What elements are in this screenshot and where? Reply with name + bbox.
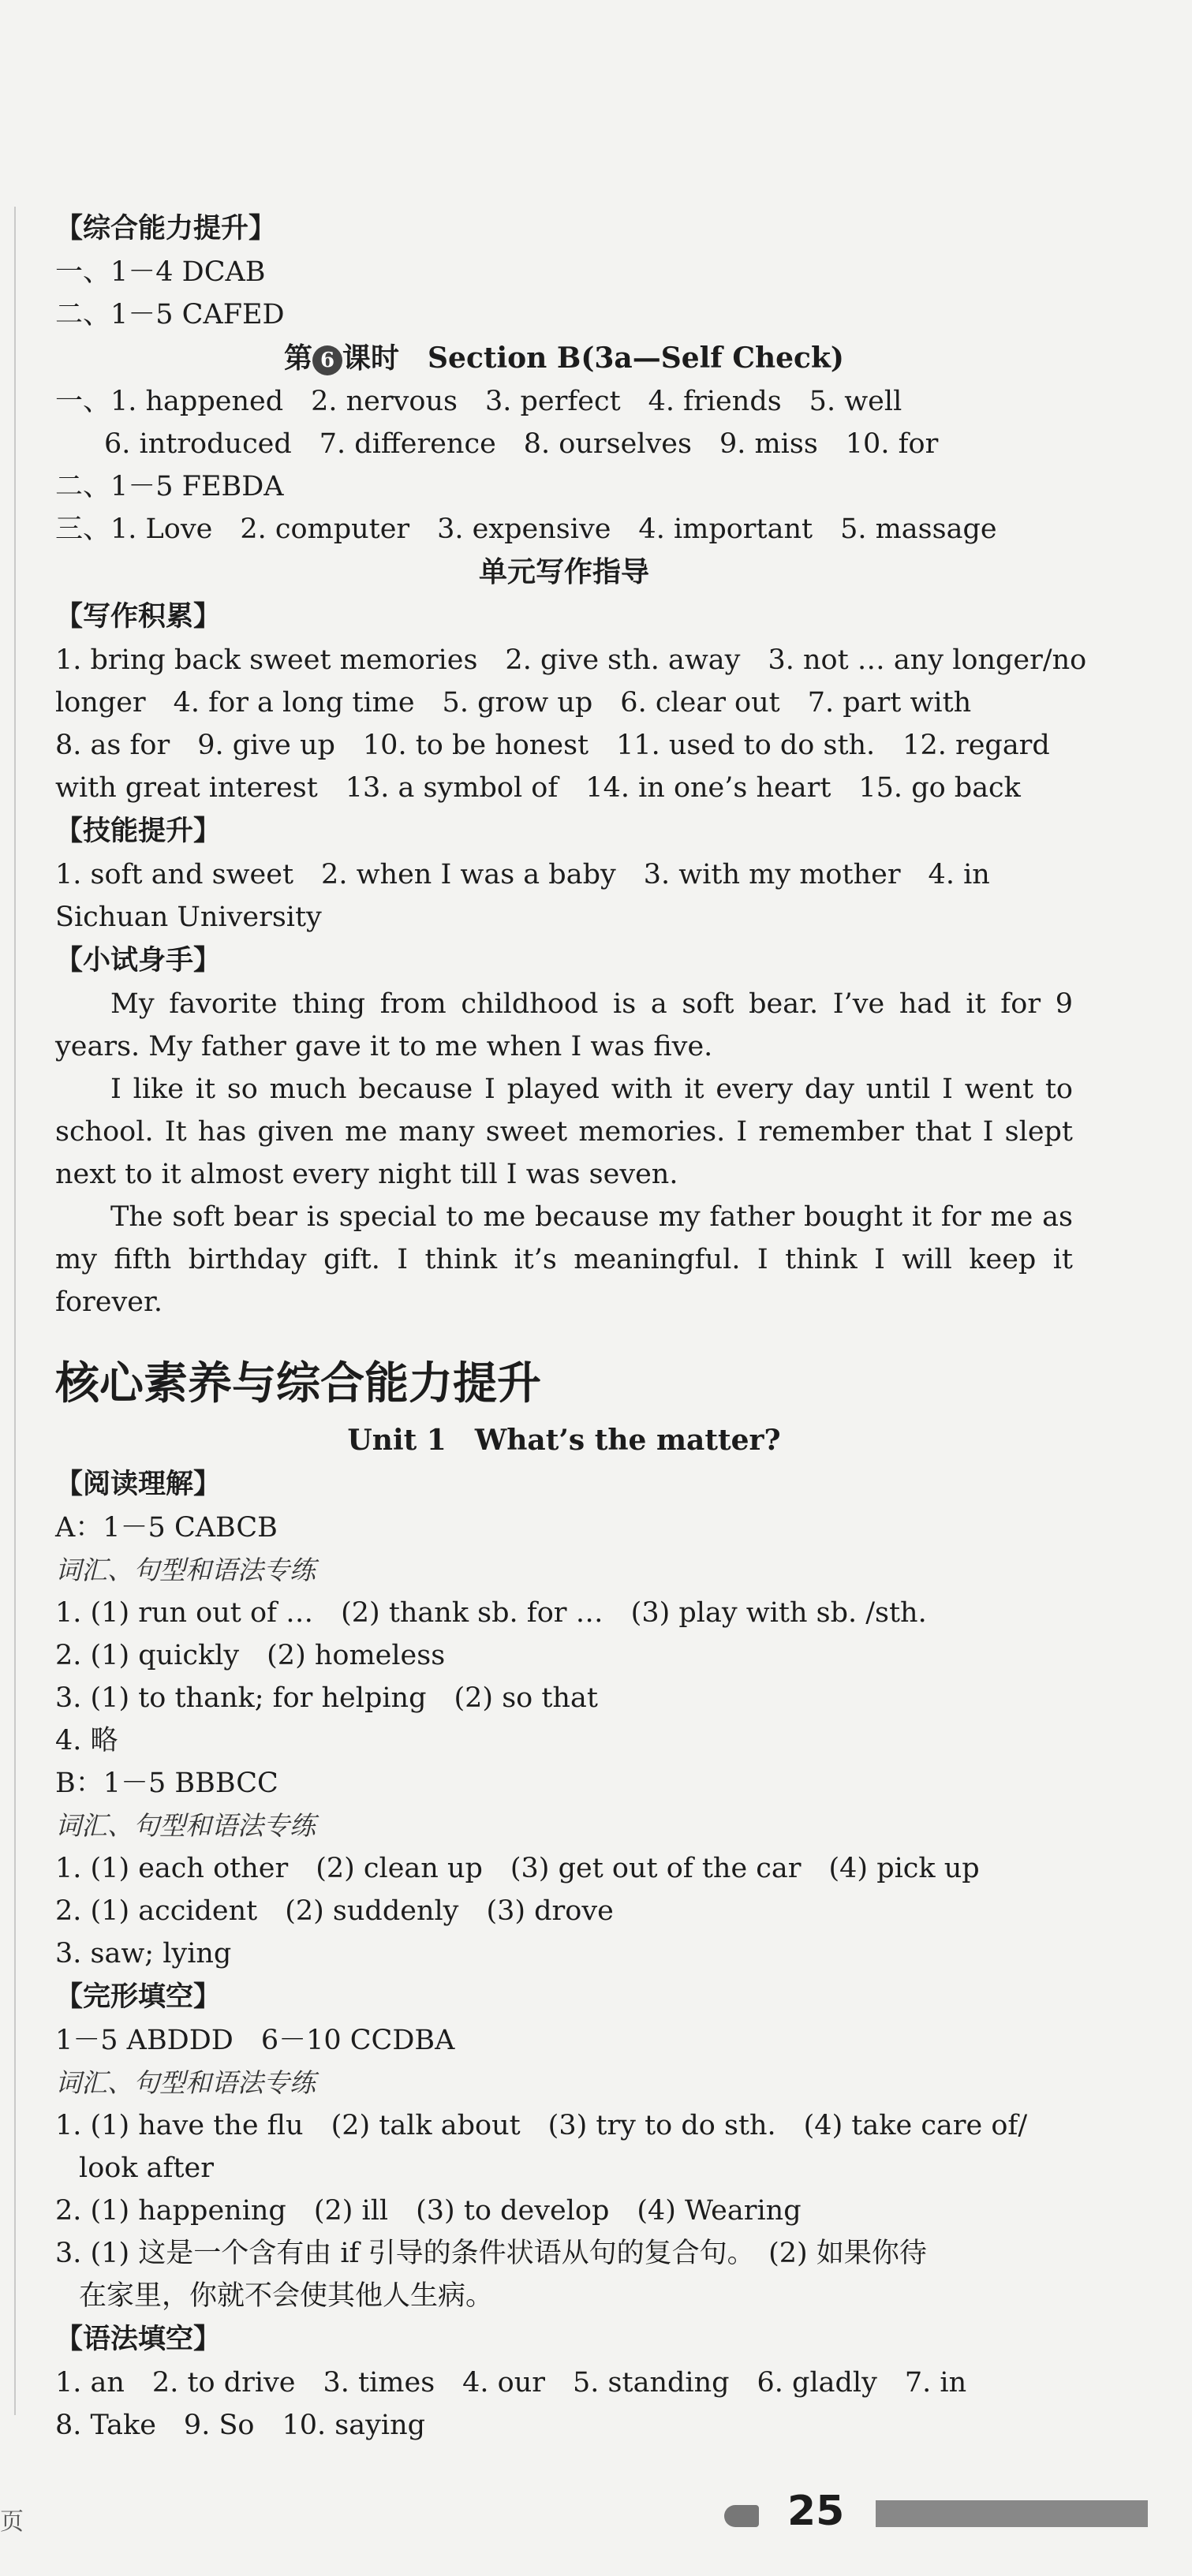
side-text: 页: [0, 2508, 24, 2536]
vocab-label: 词汇、句型和语法专练: [55, 1555, 316, 1585]
section-header: 【阅读理解】: [55, 1469, 222, 1500]
page-number: 25: [787, 2488, 845, 2535]
essay-paragraph: I like it so much because I played with it every day until I went to school. It has given me many sweet memories. I remember that I slept next to it almost every night till I was seven.: [55, 1073, 1073, 1190]
answer-line: Sichuan University: [55, 902, 322, 933]
answer-line: 1－5 ABDDD 6－10 CCDBA: [55, 2025, 455, 2056]
unit-title: Unit 1 What’s the matter?: [347, 1424, 781, 1457]
essay-paragraph: The soft bear is special to me because my father bought it for me as my fifth birthday gift. I think it’s meaningful. I think I will keep it forever.: [55, 1201, 1073, 1318]
answer-line: 3. saw; lying: [55, 1938, 232, 1969]
lesson-number-badge: 6: [312, 345, 342, 375]
answer-line: 1. (1) have the flu (2) talk about (3) try to do sth. (4) take care of/: [55, 2110, 1028, 2141]
vocab-label: 词汇、句型和语法专练: [55, 1810, 316, 1841]
lesson-prefix: 第: [284, 342, 313, 375]
answer-line: 1. (1) each other (2) clean up (3) get out of the car (4) pick up: [55, 1853, 980, 1884]
answer-line: 2. (1) happening (2) ill (3) to develop (4) Wearing: [55, 2195, 802, 2227]
answer-line: 3. (1) 这是一个含有由 if 引导的条件状语从句的复合句。 (2) 如果你待: [55, 2238, 927, 2269]
answer-line: 二、1－5 FEBDA: [55, 471, 284, 502]
answer-line: 1. an 2. to drive 3. times 4. our 5. standing 6. gladly 7. in: [55, 2367, 967, 2399]
answer-line: 3. (1) to thank; for helping (2) so that: [55, 1682, 598, 1714]
vocab-label: 词汇、句型和语法专练: [55, 2067, 316, 2098]
section-header: 【完形填空】: [55, 1981, 222, 2013]
answer-line: 1. soft and sweet 2. when I was a baby 3. with my mother 4. in: [55, 859, 990, 890]
core-section-title: 核心素养与综合能力提升: [55, 1358, 541, 1409]
section-header: 【综合能力提升】: [55, 213, 277, 245]
footer-bar: [876, 2500, 1148, 2527]
answer-line: longer 4. for a long time 5. grow up 6. clear out 7. part with: [55, 687, 972, 719]
essay-paragraph: My favorite thing from childhood is a soft bear. I’ve had it for 9 years. My father gave it to me when I was five.: [55, 988, 1073, 1062]
lesson-suffix: 课时 Section B(3a—Self Check): [342, 342, 844, 375]
answer-line: 2. (1) quickly (2) homeless: [55, 1640, 446, 1671]
section-header: 【小试身手】: [55, 945, 222, 976]
writing-title: 单元写作指导: [478, 556, 649, 588]
answer-line: 2. (1) accident (2) suddenly (3) drove: [55, 1895, 614, 1927]
answer-line: 二、1－5 CAFED: [55, 299, 285, 330]
answer-line: 1. bring back sweet memories 2. give sth. away 3. not … any longer/no: [55, 644, 1087, 676]
lesson-title: [55, 336, 1073, 380]
answer-line: A：1－5 CABCB: [55, 1512, 278, 1544]
section-header: 【写作积累】: [55, 601, 222, 633]
left-margin-rule: [14, 207, 16, 2415]
answer-page: [55, 207, 1087, 2447]
answer-line: 8. as for 9. give up 10. to be honest 11. used to do sth. 12. regard: [55, 730, 1050, 761]
answer-line: B：1－5 BBBCC: [55, 1768, 278, 1799]
page-marker-icon: [724, 2505, 759, 2527]
answer-line: 1. (1) run out of … (2) thank sb. for … (3) play with sb. /sth.: [55, 1597, 927, 1629]
answer-line: 一、1－4 DCAB: [55, 256, 266, 288]
answer-line: look after: [79, 2152, 215, 2184]
answer-line: 4. 略: [55, 1725, 118, 1757]
section-header: 【技能提升】: [55, 816, 222, 847]
page-footer: [0, 2485, 1192, 2548]
answer-line: 一、1. happened 2. nervous 3. perfect 4. friends 5. well: [55, 386, 902, 417]
answer-line: 6. introduced 7. difference 8. ourselves 9. miss 10. for: [104, 428, 939, 460]
answer-line: with great interest 13. a symbol of 14. in one’s heart 15. go back: [55, 772, 1021, 804]
section-header: 【语法填空】: [55, 2324, 222, 2355]
answer-line: 在家里，你就不会使其他人生病。: [79, 2280, 494, 2312]
answer-line: 8. Take 9. So 10. saying: [55, 2410, 426, 2441]
answer-line: 三、1. Love 2. computer 3. expensive 4. important 5. massage: [55, 513, 997, 545]
